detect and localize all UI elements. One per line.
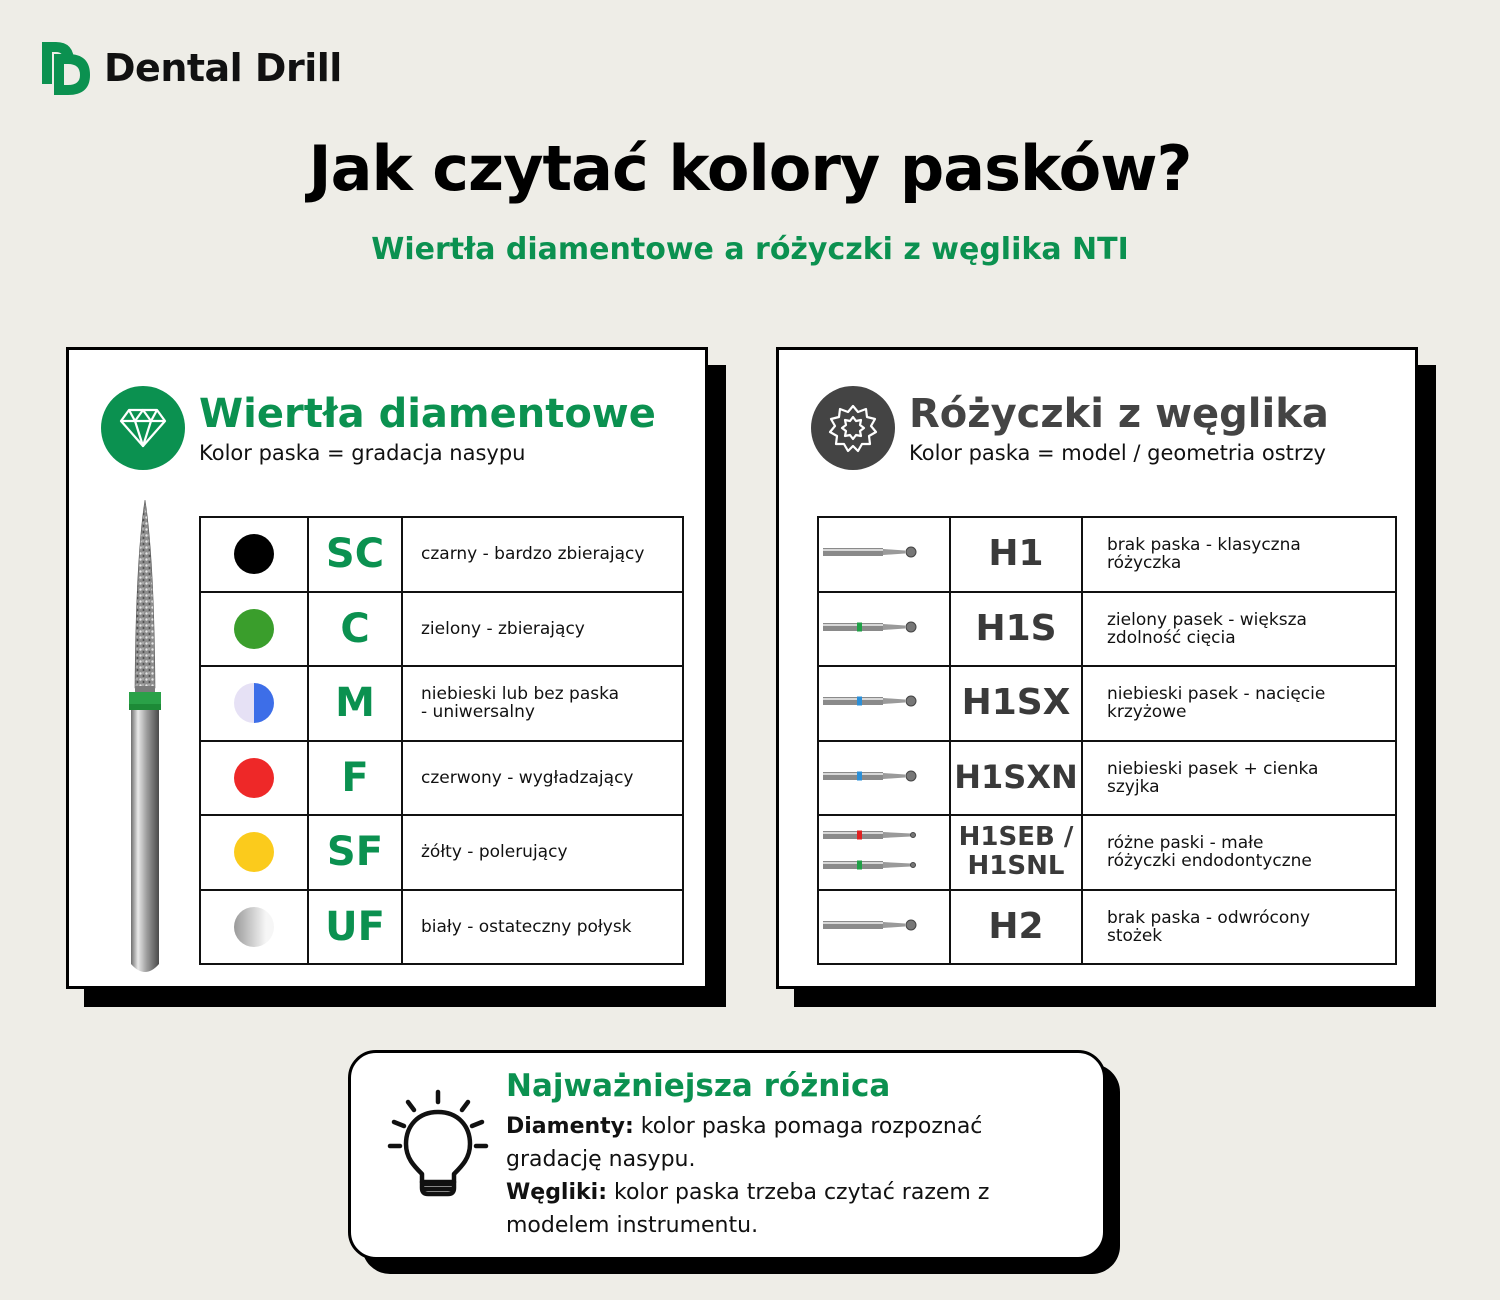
model-description: brak paska - odwrócony stożek — [1082, 890, 1396, 965]
carbide-row — [818, 890, 1396, 965]
carbide-bur-image — [821, 761, 947, 791]
model-code: H1 — [950, 517, 1082, 592]
carbide-row — [818, 815, 1396, 890]
page-title: Jak czytać kolory pasków? — [308, 132, 1192, 205]
carbide-bur-image — [821, 910, 947, 940]
grit-code: F — [308, 741, 402, 816]
diamond-row — [200, 517, 683, 592]
grit-description: żółty - polerujący — [402, 815, 683, 890]
diamond-bur-image — [121, 498, 169, 978]
carbide-bur-image — [821, 686, 947, 716]
color-swatch — [234, 534, 274, 574]
carbide-title: Różyczki z węglika — [909, 391, 1329, 437]
tip-diamonds-label: Diamenty: — [506, 1114, 634, 1139]
model-code: H1SXN — [950, 741, 1082, 816]
carbide-row — [818, 741, 1396, 816]
diamond-row — [200, 741, 683, 816]
color-swatch — [234, 832, 274, 872]
model-description: niebieski pasek + cienka szyjka — [1082, 741, 1396, 816]
carbide-bur-image — [821, 820, 947, 880]
diamond-row — [200, 890, 683, 965]
color-swatch — [234, 758, 274, 798]
brand-name: Dental Drill — [104, 46, 342, 90]
model-description: zielony pasek - większa zdolność cięcia — [1082, 592, 1396, 667]
grit-description: niebieski lub bez paska - uniwersalny — [402, 666, 683, 741]
page-subtitle: Wiertła diamentowe a różyczki z węglika NTI — [371, 232, 1129, 267]
grit-description: czarny - bardzo zbierający — [402, 517, 683, 592]
diamond-icon — [101, 386, 185, 470]
grit-description: czerwony - wygładzający — [402, 741, 683, 816]
diamond-row — [200, 592, 683, 667]
carbide-table — [817, 516, 1397, 965]
color-swatch — [234, 609, 274, 649]
grit-description: biały - ostateczny połysk — [402, 890, 683, 965]
dd-logo-icon — [40, 40, 92, 96]
diamond-table — [199, 516, 684, 965]
brand-logo — [40, 40, 342, 96]
tip-diamonds-text: kolor paska pomaga rozpoznać gradację nasypu. — [506, 1114, 983, 1172]
diamond-title: Wiertła diamentowe — [199, 391, 656, 437]
carbide-bur-image — [821, 537, 947, 567]
diamond-card — [66, 347, 708, 989]
grit-code: SF — [308, 815, 402, 890]
diamond-subtitle: Kolor paska = gradacja nasypu — [199, 441, 526, 465]
model-code: H1SX — [950, 666, 1082, 741]
diamond-row — [200, 666, 683, 741]
grit-code: M — [308, 666, 402, 741]
carbide-bur-image — [821, 612, 947, 642]
carbide-row — [818, 666, 1396, 741]
carbide-subtitle: Kolor paska = model / geometria ostrzy — [909, 441, 1326, 465]
model-description: brak paska - klasyczna różyczka — [1082, 517, 1396, 592]
grit-description: zielony - zbierający — [402, 592, 683, 667]
grit-code: UF — [308, 890, 402, 965]
carbide-row — [818, 517, 1396, 592]
lightbulb-icon — [386, 1088, 490, 1198]
carbide-card — [776, 347, 1418, 989]
model-code: H1S — [950, 592, 1082, 667]
model-description: różne paski - małe różyczki endodontyczne — [1082, 815, 1396, 890]
tip-carbides-label: Węgliki: — [506, 1180, 607, 1205]
tip-title: Najważniejsza różnica — [506, 1068, 891, 1104]
grit-code: C — [308, 592, 402, 667]
model-description: niebieski pasek - nacięcie krzyżowe — [1082, 666, 1396, 741]
grit-code: SC — [308, 517, 402, 592]
model-code: H1SEB / H1SNL — [950, 815, 1082, 890]
tip-text — [506, 1110, 1066, 1242]
gear-icon — [811, 386, 895, 470]
color-swatch — [234, 683, 274, 723]
tip-carbides-text: kolor paska trzeba czytać razem z modelem instrumentu. — [506, 1180, 990, 1238]
carbide-row — [818, 592, 1396, 667]
diamond-row — [200, 815, 683, 890]
model-code: H2 — [950, 890, 1082, 965]
color-swatch — [234, 907, 274, 947]
